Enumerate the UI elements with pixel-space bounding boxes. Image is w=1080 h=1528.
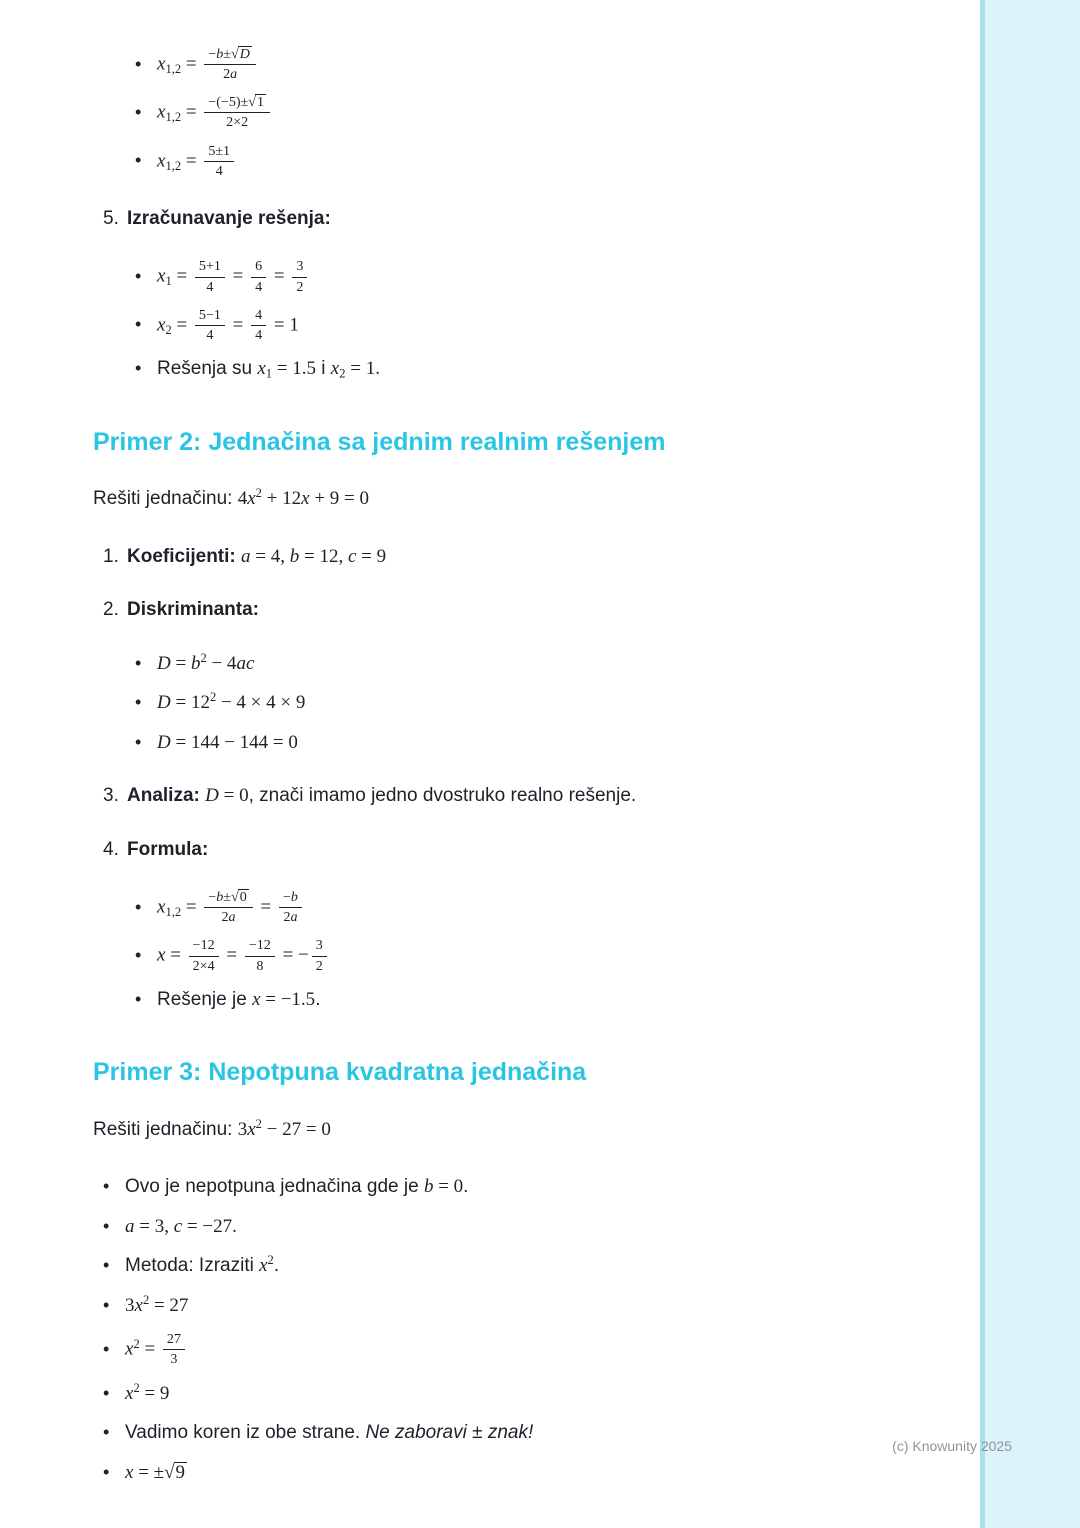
math-line: $x^2$ = $\frac{27}{3}$ [125, 1331, 945, 1368]
list-item [135, 937, 945, 974]
bullet-marker: • [103, 1382, 110, 1403]
formula-continuation-list [135, 46, 945, 180]
math-line: $x_2$ = $\frac{5-1}{4}$ = $\frac{4}{4}$ = 1 [157, 306, 299, 343]
bullet-marker: • [135, 266, 142, 287]
math-line: D = 144 − 144 = 0 [157, 731, 298, 753]
numbered-step-2 [103, 596, 945, 625]
list-item [103, 1292, 945, 1321]
math-line: $x_{1,2}$ = $\frac{-(-5)\pm√ 1}{2\times 2}$ [157, 94, 945, 131]
math-line: $D = b^2 - 4ac$ [157, 650, 255, 674]
primer3-heading: Primer 3: Nepotpuna kvadratna jednačina [93, 1058, 587, 1087]
step-line [127, 543, 945, 572]
bullet-marker: • [135, 896, 142, 917]
bullet-marker: • [103, 1215, 110, 1236]
step-title: Izračunavanje rešenja: [127, 207, 331, 229]
bullet-marker: • [135, 945, 142, 966]
list-item [103, 1380, 945, 1409]
bullet-marker: • [135, 314, 142, 335]
step-number: 5. [103, 207, 119, 229]
math-line: a = 3, c = −27. [125, 1215, 237, 1237]
list-item [135, 143, 945, 180]
step-label: Diskriminanta: [127, 599, 259, 621]
math-line: $x^2 = 9$ [125, 1380, 170, 1404]
step-line [127, 782, 945, 811]
primer3-list [103, 1173, 945, 1487]
list-item [135, 258, 945, 295]
step-label: Analiza: [127, 785, 200, 807]
math-line: Rešenja su $x_1 = 1.5$ i $x_2 = 1$. [157, 358, 380, 381]
bullet-marker: • [103, 1338, 110, 1359]
bullet-marker: • [103, 1461, 110, 1482]
math-line: $x_{1,2}$ = $\frac{5\pm 1}{4}$ [157, 143, 945, 180]
copyright-watermark: (c) Knowunity 2025 [892, 1438, 1012, 1454]
math-line: x = $\frac{-12}{2\times 4}$ = $\frac{-12}{8}$ = − $\frac{3}{2}$ [157, 937, 945, 974]
bullet-marker: • [103, 1422, 110, 1442]
bullet-marker: • [103, 1255, 110, 1276]
math-line: Vadimo koren iz obe strane. Ne zaboravi ± znak! [125, 1422, 534, 1443]
list-item [135, 355, 945, 384]
bullet-marker: • [135, 988, 142, 1009]
numbered-step-3 [103, 782, 945, 811]
list-item [135, 986, 945, 1015]
discriminant-list [135, 650, 945, 758]
math-line: $3x^2 = 27$ [125, 1292, 189, 1316]
math-line: $x_{1,2}$ = $\frac{-b\pm√ 0}{2a}$ = $\frac{-b}{2a}$ [157, 889, 945, 926]
step-label: Formula: [127, 838, 209, 860]
list-item [103, 1252, 945, 1281]
step-label: Koeficijenti: [127, 545, 236, 567]
numbered-step-1 [103, 543, 945, 572]
list-item [135, 689, 945, 718]
bullet-marker: • [135, 731, 142, 752]
numbered-step-4 [103, 836, 945, 865]
list-item [135, 94, 945, 131]
bullet-marker: • [135, 53, 142, 74]
math-line: Metoda: Izraziti $x^2$. [125, 1253, 280, 1277]
primer2-equation: Rešiti jednačinu: $4x^2 + 12x + 9 = 0$ [93, 486, 369, 510]
primer3-equation: Rešiti jednačinu: $3x^2 - 27 = 0$ [93, 1116, 331, 1140]
bullet-marker: • [135, 101, 142, 122]
bullet-marker: • [135, 150, 142, 171]
bullet-marker: • [135, 358, 142, 379]
bullet-marker: • [103, 1176, 110, 1197]
list-item [103, 1419, 945, 1448]
list-item [135, 46, 945, 83]
list-item [135, 650, 945, 679]
list-item [103, 1331, 945, 1368]
step-number: 4. [103, 838, 119, 860]
math-line: Ovo je nepotpuna jednačina gde je b = 0. [125, 1176, 469, 1198]
bullet-marker: • [135, 692, 142, 713]
step-number: 1. [103, 545, 119, 567]
math-line: x = ±√ 9 [125, 1461, 186, 1483]
list-item [103, 1173, 945, 1202]
math-line: $x_{1,2}$ = $\frac{-b\pm√ D}{2a}$ [157, 46, 945, 83]
step-number: 3. [103, 785, 119, 807]
primer2-heading: Primer 2: Jednačina sa jednim realnim rešenjem [93, 427, 666, 456]
list-item [135, 307, 945, 344]
step5-solution-list [135, 258, 945, 383]
list-item [135, 729, 945, 758]
bullet-marker: • [103, 1294, 110, 1315]
math-line: $x_1$ = $\frac{5+1}{4}$ = $\frac{6}{4}$ = $\frac{3}{2}$ [157, 258, 945, 295]
list-item [135, 889, 945, 926]
bullet-marker: • [135, 652, 142, 673]
math-line: $D = 12^2 - 4 \times 4 \times 9$ [157, 690, 306, 714]
numbered-step-5 [103, 205, 945, 234]
math-line: a = 4, b = 12, c = 9 [241, 545, 387, 567]
list-item [103, 1459, 945, 1488]
formula-steps-list [135, 889, 945, 1014]
step-number: 2. [103, 599, 119, 621]
list-item [103, 1213, 945, 1242]
math-line: Rešenje je x = −1.5. [157, 988, 321, 1010]
math-line: D = 0, znači imamo jedno dvostruko realno rešenje. [205, 785, 637, 807]
